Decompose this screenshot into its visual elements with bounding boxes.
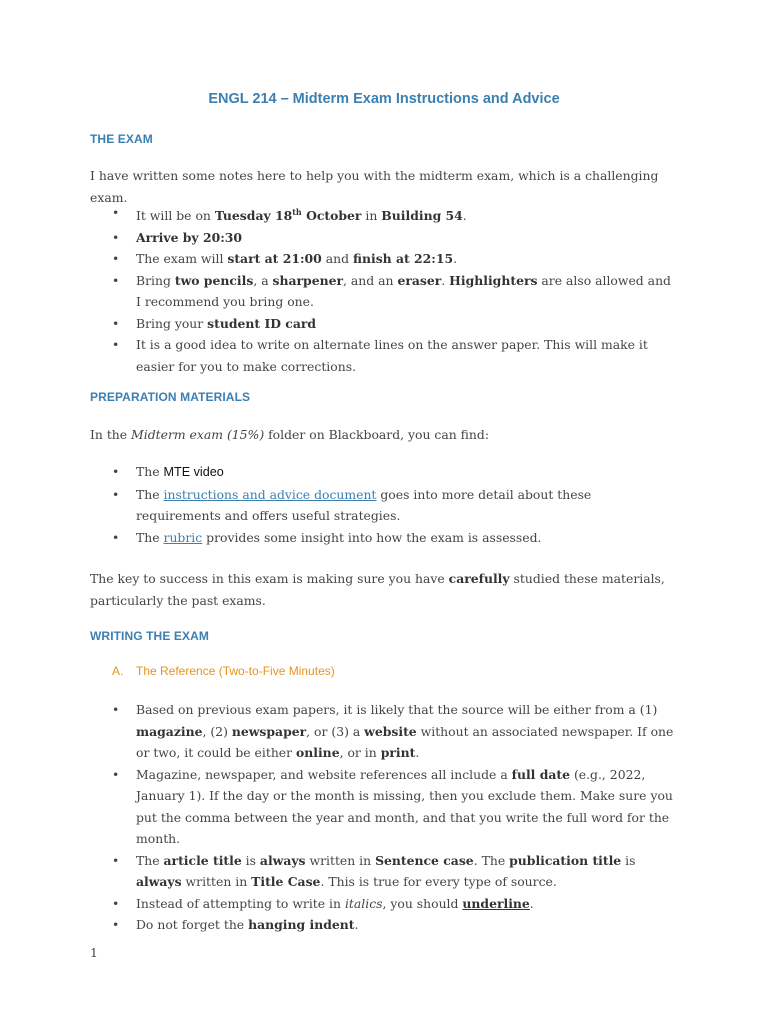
list-item: • The instructions and advice document goes into more detail about these requirements and offers useful strategies. <box>0 484 676 527</box>
list-item: • Bring your student ID card <box>0 313 676 335</box>
exam-list <box>0 202 768 377</box>
list-item: • Magazine, newspaper, and website references all include a full date (e.g., 2022, January 1). If the day or the month is missing, then you exclude them. Make sure you put the comma between the year and month, and that you write the full word for the month. <box>0 764 676 850</box>
page-number: 1 <box>90 945 98 960</box>
list-item: • Instead of attempting to write in italics, you should underline. <box>0 893 676 915</box>
writing-list <box>0 699 768 936</box>
instructions-document-link[interactable]: instructions and advice document <box>163 486 377 502</box>
prep-intro: In the Midterm exam (15%) folder on Blackboard, you can find: <box>90 427 489 442</box>
list-item: • The MTE video <box>0 461 676 484</box>
list-item: • It is a good idea to write on alternate lines on the answer paper. This will make it easier for you to make corrections. <box>0 334 676 377</box>
list-item: • Do not forget the hanging indent. <box>0 914 676 936</box>
rubric-link[interactable]: rubric <box>163 529 203 545</box>
list-item: • Based on previous exam papers, it is likely that the source will be either from a (1) magazine, (2) newspaper, or (3) a website without an associated newspaper. If one or two, it could be either online, or in print. <box>0 699 676 764</box>
list-item: • Bring two pencils, a sharpener, and an eraser. Highlighters are also allowed and I recommend you bring one. <box>0 270 676 313</box>
exam-intro: I have written some notes here to help you with the midterm exam, which is a challenging exam. <box>90 168 659 205</box>
document-title: ENGL 214 – Midterm Exam Instructions and Advice <box>208 91 560 107</box>
list-item: • The rubric provides some insight into how the exam is assessed. <box>0 527 676 549</box>
list-item: • The article title is always written in Sentence case. The publication title is always written in Title Case. This is true for every type of source. <box>0 850 676 893</box>
list-item: • It will be on Tuesday 18th October in Building 54. <box>0 202 676 227</box>
heading-the-exam: THE EXAM <box>90 132 153 146</box>
key-to-success: The key to success in this exam is making sure you have carefully studied these materials, particularly the past exams. <box>90 571 665 608</box>
subheading-reference: A. The Reference (Two-to-Five Minutes) <box>112 664 335 678</box>
list-item: • Arrive by 20:30 <box>0 227 676 249</box>
heading-writing-the-exam: WRITING THE EXAM <box>90 629 209 643</box>
mte-video-label: MTE video <box>163 465 224 479</box>
heading-preparation-materials: PREPARATION MATERIALS <box>90 390 251 404</box>
list-item: • The exam will start at 21:00 and finish at 22:15. <box>0 248 676 270</box>
prep-list <box>0 461 768 548</box>
